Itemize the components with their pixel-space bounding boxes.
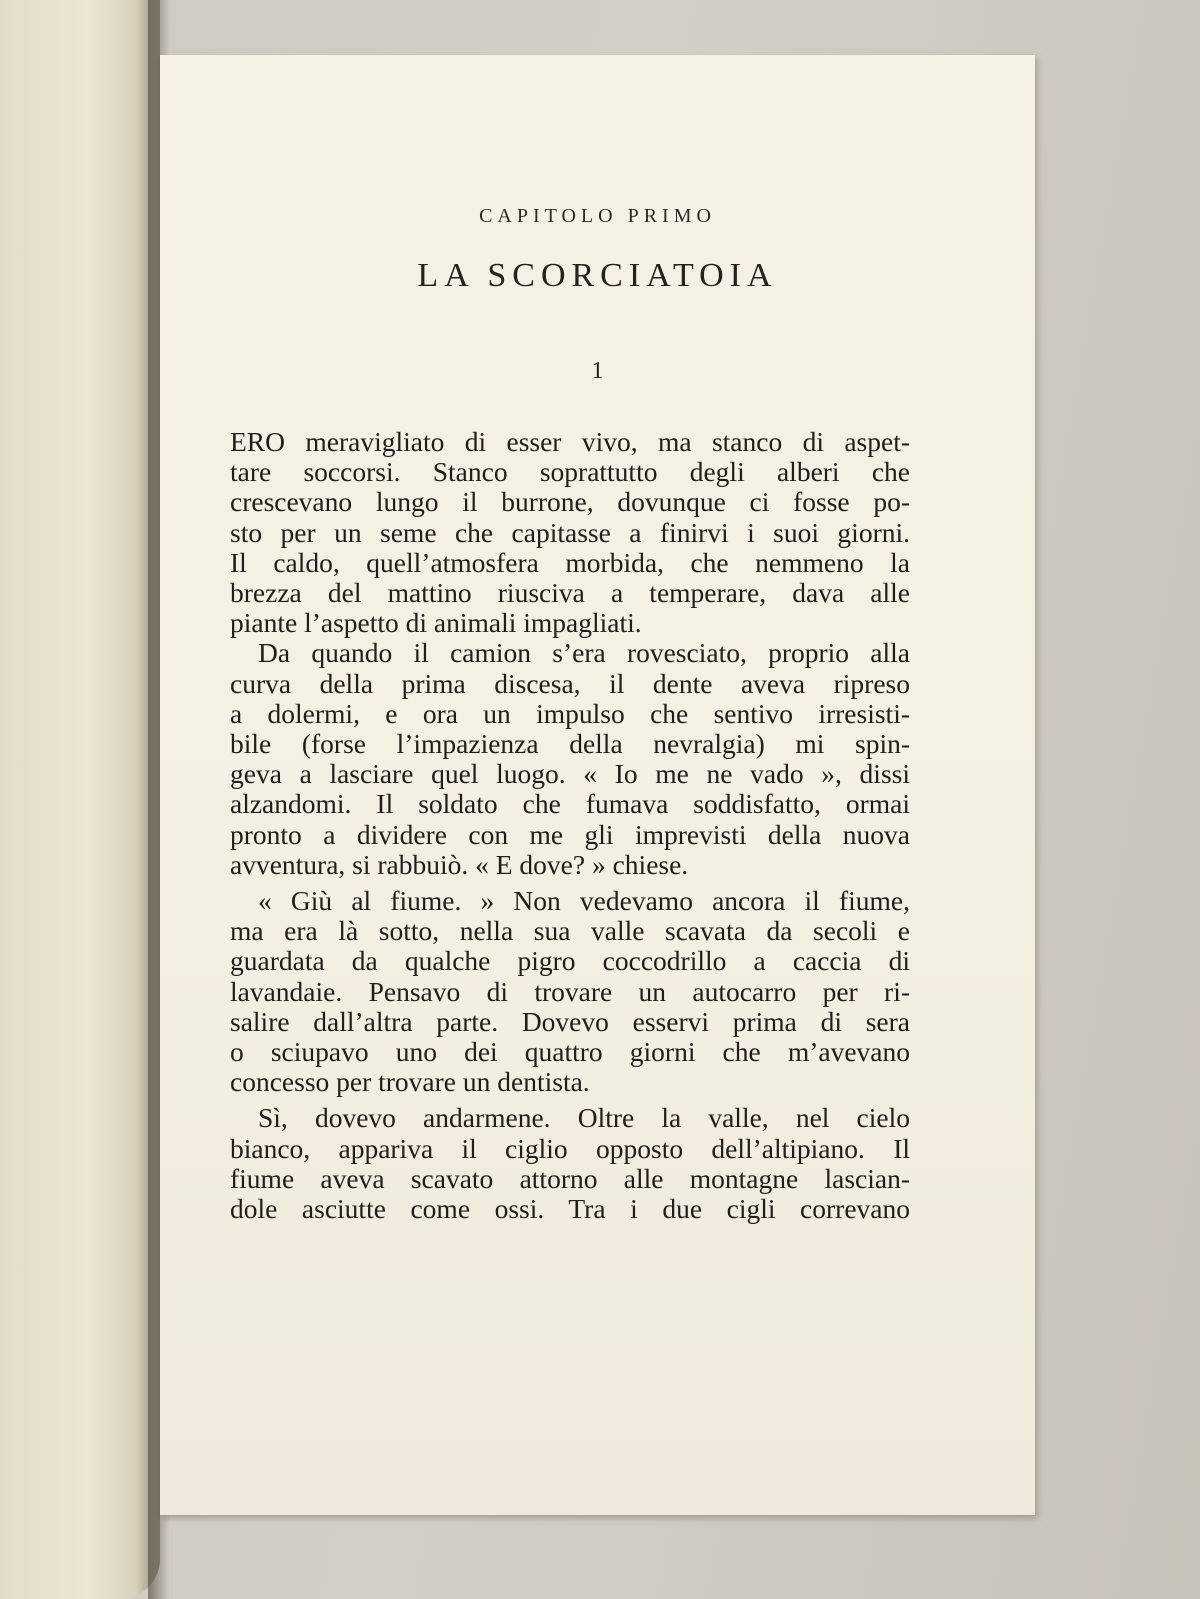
text-line: fiume aveva scavato attorno alle montagne lascian- bbox=[230, 1162, 910, 1194]
text-line: a dolermi, e ora un impulso che sentivo irresisti- bbox=[230, 697, 910, 729]
chapter-title: LA SCORCIATOIA bbox=[417, 257, 778, 294]
text-line: salire dall’altra parte. Dovevo esservi prima di sera bbox=[230, 1005, 910, 1037]
text-line: geva a lasciare quel luogo. « Io me ne vado », dissi bbox=[230, 758, 910, 790]
text-line: sto per un seme che capitasse a finirvi i suoi giorni. bbox=[230, 516, 910, 548]
text-line: ERO meravigliato di esser vivo, ma stanco di aspet- bbox=[230, 426, 910, 457]
text-line: dole asciutte come ossi. Tra i due cigli correvano bbox=[230, 1193, 910, 1225]
body-text bbox=[230, 427, 910, 1224]
text-line: Sì, dovevo andarmene. Oltre la valle, nel cielo bbox=[258, 1102, 910, 1134]
text-line: o sciupavo uno dei quattro giorni che m’avevano bbox=[230, 1036, 910, 1068]
text-line: alzandomi. Il soldato che fumava soddisfatto, ormai bbox=[230, 788, 910, 820]
text-line: ma era là sotto, nella sua valle scavata da secoli e bbox=[230, 915, 910, 947]
text-line: pronto a dividere con me gli imprevisti della nuova bbox=[230, 818, 910, 850]
text-line: avventura, si rabbuiò. « E dove? » chiese. bbox=[230, 848, 689, 880]
left-facing-page bbox=[0, 0, 160, 1599]
paragraph-4 bbox=[230, 1103, 910, 1224]
text-line: « Giù al fiume. » Non vedevamo ancora il fiume, bbox=[258, 885, 910, 917]
book-page bbox=[160, 55, 1035, 1515]
text-line: concesso per trovare un dentista. bbox=[230, 1066, 590, 1098]
paragraph-2 bbox=[230, 638, 910, 880]
text-line: brezza del mattino riusciva a temperare, dava alle bbox=[230, 577, 910, 609]
text-line: lavandaie. Pensavo di trovare un autocarro per ri- bbox=[230, 975, 910, 1007]
paragraph-1 bbox=[230, 427, 910, 638]
text-line: crescevano lungo il burrone, dovunque ci fosse po- bbox=[230, 486, 910, 518]
text-line: Il caldo, quell’atmosfera morbida, che nemmeno la bbox=[230, 546, 910, 578]
text-line: guardata da qualche pigro coccodrillo a caccia di bbox=[230, 945, 910, 977]
paragraph-3 bbox=[230, 886, 910, 1097]
text-line: curva della prima discesa, il dente aveva ripreso bbox=[230, 667, 910, 699]
text-line: tare soccorsi. Stanco soprattutto degli alberi che bbox=[230, 456, 910, 488]
text-line: bile (forse l’impazienza della nevralgia) mi spin- bbox=[230, 728, 910, 760]
text-line: piante l’aspetto di animali impagliati. bbox=[230, 607, 642, 639]
section-number: 1 bbox=[591, 358, 604, 384]
chapter-label: CAPITOLO PRIMO bbox=[479, 205, 716, 227]
text-line: Da quando il camion s’era rovesciato, proprio alla bbox=[258, 637, 910, 669]
text-line: bianco, appariva il ciglio opposto dell’altipiano. Il bbox=[230, 1132, 910, 1164]
